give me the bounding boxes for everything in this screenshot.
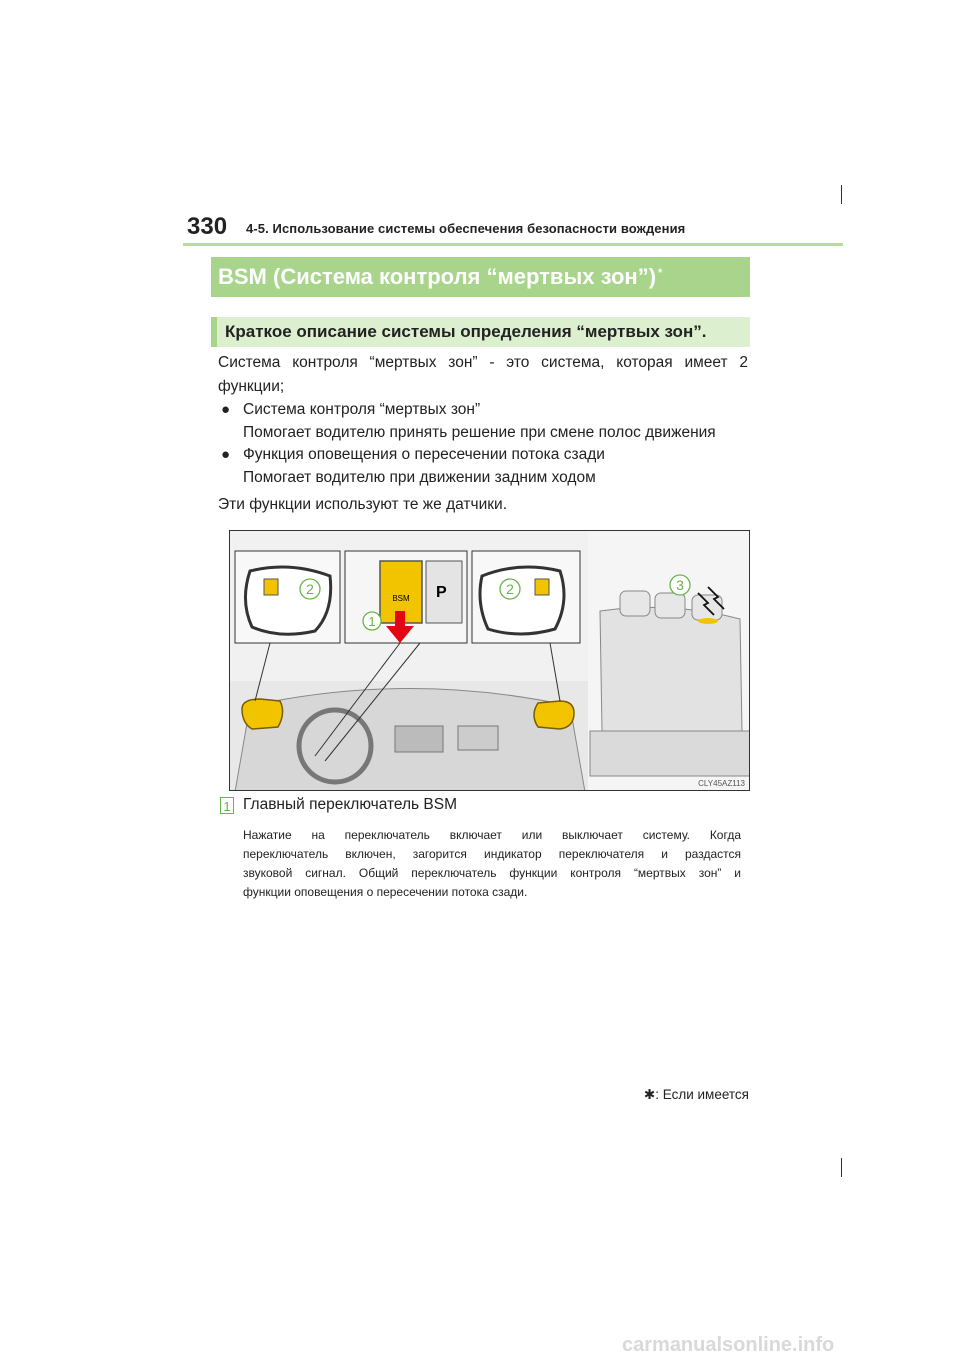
outro-text: Эти функции используют те же датчики. (218, 496, 507, 513)
bullet-title-1: Система контроля “мертвых зон” (243, 401, 481, 418)
figure-code: CLY45AZ113 (698, 779, 745, 788)
bullet-dot-2: ● (221, 446, 231, 463)
watermark[interactable]: carmanualsonline.info (622, 1334, 835, 1356)
callout-2-right (500, 579, 520, 599)
switch-label: BSM (392, 594, 410, 603)
svg-text:2: 2 (506, 581, 514, 597)
asterisk-mark: * (658, 267, 663, 279)
bullet-dot-1: ● (221, 401, 231, 418)
legend-line-3: звуковой сигнал. Общий переключатель функции контроля “мертвых зон” и (243, 866, 741, 880)
legend-line-1: Нажатие на переключатель включает или выключает систему. Когда (243, 828, 741, 842)
bullet-title-2: Функция оповещения о пересечении потока сзади (243, 446, 605, 463)
crop-mark-top (841, 185, 842, 204)
intro-line-2: функции; (218, 378, 285, 395)
svg-text:3: 3 (676, 577, 684, 593)
legend-number: 1 (220, 797, 234, 814)
svg-text:1: 1 (368, 614, 376, 629)
main-heading-text: BSM (Система контроля “мертвых зон”) (218, 264, 657, 289)
crop-mark-bottom (841, 1158, 842, 1177)
bullet-desc-1: Помогает водителю принять решение при смене полос движения (243, 424, 716, 441)
park-label: P (436, 584, 447, 601)
svg-text:2: 2 (306, 581, 314, 597)
bullet-desc-2: Помогает водителю при движении задним ходом (243, 469, 596, 486)
page-number: 330 (187, 213, 228, 240)
illustration-svg (230, 531, 750, 791)
callout-1 (363, 612, 381, 630)
callout-3 (670, 575, 690, 595)
bsm-illustration (229, 530, 750, 791)
footnote: ✱: Если имеется (643, 1087, 749, 1102)
callout-2-left (300, 579, 320, 599)
sub-heading: Краткое описание системы определения “мертвых зон”. (211, 317, 750, 347)
right-mirror-icon (534, 701, 574, 729)
legend-line-4: функции оповещения о пересечении потока сзади. (243, 885, 528, 899)
header-rule (183, 243, 843, 246)
intro-line-1: Система контроля “мертвых зон” - это система, которая имеет 2 (218, 354, 748, 371)
section-title: 4-5. Использование системы обеспечения безопасности вождения (246, 221, 686, 236)
left-mirror-icon (242, 699, 283, 729)
main-heading (211, 257, 750, 297)
legend-line-2: переключатель включен, загорится индикатор переключателя и раздастся (243, 847, 741, 861)
legend-caption: Главный переключатель BSM (243, 796, 458, 813)
